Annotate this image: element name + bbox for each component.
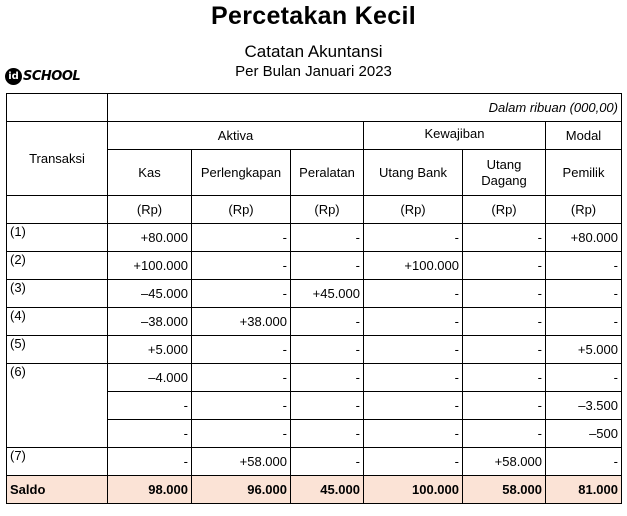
- value-cell: +80.000: [546, 224, 622, 252]
- accounting-table: [6, 93, 622, 504]
- value-cell: -: [192, 252, 291, 280]
- value-cell: -: [463, 308, 546, 336]
- value-cell: -: [192, 420, 291, 448]
- logo-id-mark: id: [5, 68, 22, 85]
- value-cell: +100.000: [108, 252, 192, 280]
- value-cell: +5.000: [546, 336, 622, 364]
- value-cell: –500: [546, 420, 622, 448]
- idschool-logo: [5, 66, 80, 86]
- col-utang-dagang: Utang Dagang: [463, 150, 546, 196]
- value-cell: +5.000: [108, 336, 192, 364]
- value-cell: -: [192, 364, 291, 392]
- kewajiban-header: Kewajiban: [364, 122, 546, 150]
- currency-cell: (Rp): [364, 196, 463, 224]
- saldo-value: 45.000: [291, 476, 364, 504]
- value-cell: -: [364, 420, 463, 448]
- value-cell: -: [192, 224, 291, 252]
- currency-cell: (Rp): [546, 196, 622, 224]
- group-header-row: [7, 122, 622, 150]
- row-label: (3): [7, 280, 108, 308]
- row-label: (2): [7, 252, 108, 280]
- value-cell: -: [364, 308, 463, 336]
- table-row: [7, 336, 622, 364]
- value-cell: -: [463, 252, 546, 280]
- row-label: (5): [7, 336, 108, 364]
- table-row: [7, 308, 622, 336]
- value-cell: -: [291, 252, 364, 280]
- saldo-label: Saldo: [7, 476, 108, 504]
- value-cell: +58.000: [192, 448, 291, 476]
- row-label: (7): [7, 448, 108, 476]
- value-cell: -: [463, 364, 546, 392]
- blank-cell: [7, 196, 108, 224]
- value-cell: -: [291, 420, 364, 448]
- value-cell: -: [108, 420, 192, 448]
- value-cell: -: [546, 308, 622, 336]
- value-cell: -: [364, 336, 463, 364]
- blank-corner-cell: [7, 94, 108, 122]
- saldo-value: 81.000: [546, 476, 622, 504]
- value-cell: -: [463, 224, 546, 252]
- unit-note-row: [7, 94, 622, 122]
- value-cell: -: [463, 280, 546, 308]
- table-row: [7, 364, 622, 392]
- row-label: (1): [7, 224, 108, 252]
- saldo-value: 58.000: [463, 476, 546, 504]
- value-cell: -: [108, 448, 192, 476]
- saldo-value: 96.000: [192, 476, 291, 504]
- logo-school-text: SCHOOL: [23, 68, 81, 84]
- col-kas: Kas: [108, 150, 192, 196]
- table-row: [7, 448, 622, 476]
- currency-cell: (Rp): [463, 196, 546, 224]
- value-cell: -: [291, 448, 364, 476]
- value-cell: -: [291, 224, 364, 252]
- value-cell: -: [291, 308, 364, 336]
- value-cell: -: [463, 336, 546, 364]
- value-cell: –4.000: [108, 364, 192, 392]
- value-cell: -: [463, 420, 546, 448]
- value-cell: +100.000: [364, 252, 463, 280]
- value-cell: -: [192, 280, 291, 308]
- unit-note: Dalam ribuan (000,00): [108, 94, 622, 122]
- currency-row: [7, 196, 622, 224]
- row-label: (4): [7, 308, 108, 336]
- transaksi-header: Transaksi: [7, 122, 108, 196]
- currency-cell: (Rp): [108, 196, 192, 224]
- col-perlengkapan: Perlengkapan: [192, 150, 291, 196]
- value-cell: +58.000: [463, 448, 546, 476]
- value-cell: -: [463, 392, 546, 420]
- value-cell: -: [364, 364, 463, 392]
- value-cell: -: [546, 252, 622, 280]
- currency-cell: (Rp): [192, 196, 291, 224]
- col-utang-bank: Utang Bank: [364, 150, 463, 196]
- value-cell: -: [364, 448, 463, 476]
- value-cell: -: [291, 392, 364, 420]
- value-cell: -: [291, 364, 364, 392]
- value-cell: -: [192, 336, 291, 364]
- currency-cell: (Rp): [291, 196, 364, 224]
- value-cell: +38.000: [192, 308, 291, 336]
- aktiva-header: Aktiva: [108, 122, 364, 150]
- value-cell: -: [108, 392, 192, 420]
- value-cell: –38.000: [108, 308, 192, 336]
- value-cell: +80.000: [108, 224, 192, 252]
- value-cell: -: [364, 224, 463, 252]
- value-cell: +45.000: [291, 280, 364, 308]
- saldo-value: 100.000: [364, 476, 463, 504]
- col-pemilik: Pemilik: [546, 150, 622, 196]
- modal-header: Modal: [546, 122, 622, 150]
- document-period: Per Bulan Januari 2023: [235, 63, 392, 80]
- value-cell: -: [192, 392, 291, 420]
- table-row: [7, 224, 622, 252]
- value-cell: -: [546, 364, 622, 392]
- document-title: Percetakan Kecil: [211, 2, 416, 30]
- value-cell: -: [546, 280, 622, 308]
- saldo-value: 98.000: [108, 476, 192, 504]
- value-cell: -: [546, 448, 622, 476]
- saldo-row: [7, 476, 622, 504]
- value-cell: -: [291, 336, 364, 364]
- document-subtitle: Catatan Akuntansi: [244, 42, 383, 61]
- value-cell: -: [364, 392, 463, 420]
- value-cell: –3.500: [546, 392, 622, 420]
- table-row: [7, 252, 622, 280]
- table-row: [7, 280, 622, 308]
- value-cell: –45.000: [108, 280, 192, 308]
- col-peralatan: Peralatan: [291, 150, 364, 196]
- value-cell: -: [364, 280, 463, 308]
- row-label: (6): [7, 364, 108, 448]
